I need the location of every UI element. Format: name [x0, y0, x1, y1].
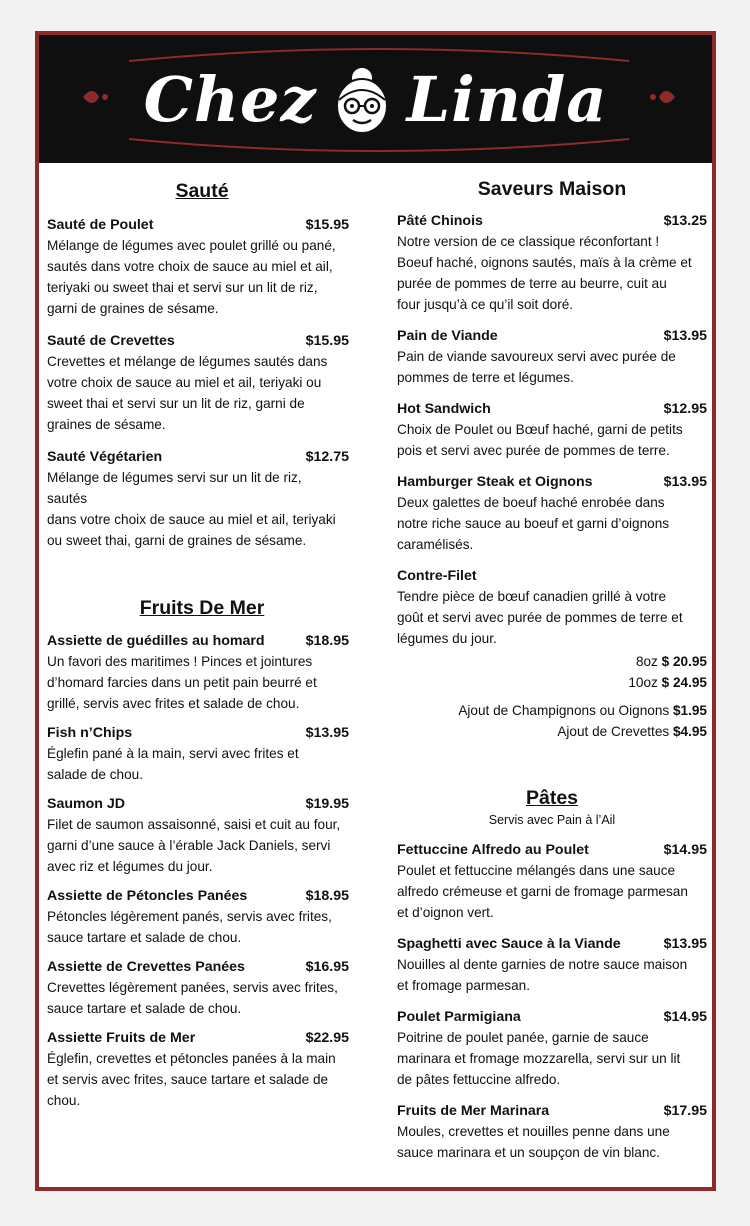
description-line: purée de pommes de terre au beurre, cuit au [397, 276, 667, 291]
description-line: salade de chou. [47, 767, 143, 782]
menu-page [35, 31, 716, 1191]
menu-item-name: Contre-Filet [397, 568, 477, 584]
description-line: pommes de terre et légumes. [397, 370, 574, 385]
description-line: Crevettes et mélange de légumes sautés dans [47, 354, 328, 369]
menu-item-name: Poulet Parmigiana [397, 1009, 521, 1025]
description-line: garni d’une sauce à l’érable Jack Daniels, servi [47, 838, 331, 853]
menu-item-header [47, 331, 357, 351]
menu-item-name: Fruits de Mer Marinara [397, 1103, 550, 1119]
description-line: de pâtes fettuccine alfredo. [397, 1072, 561, 1087]
menu-item-price: $13.25 [663, 213, 707, 229]
menu-item-description [47, 743, 357, 785]
menu-item [47, 331, 357, 435]
size-option: 10oz $ 24.95 [628, 675, 707, 690]
description-line: chou. [47, 1093, 81, 1108]
description-line: sauce marinara et un soupçon de vin blanc. [397, 1145, 660, 1160]
menu-item-header [397, 326, 707, 346]
description-line: Églefin pané à la main, servi avec frites et [47, 746, 299, 761]
menu-item-header [397, 1101, 707, 1121]
menu-item [47, 957, 357, 1019]
description-line: Crevettes légèrement panées, servis avec frites, [47, 980, 338, 995]
menu-item-description [47, 906, 357, 948]
description-line: notre riche sauce au boeuf et garni d’oignons [397, 516, 670, 531]
description-line: graines de sésame. [47, 417, 166, 432]
menu-item-price: $14.95 [663, 842, 707, 858]
menu-item-price: $16.95 [305, 959, 349, 975]
section-title: Fruits De Mer [139, 597, 265, 619]
description-line: sauce tartare et salade de chou. [47, 1001, 242, 1016]
menu-item-name: Sauté de Crevettes [47, 333, 175, 349]
menu-item-description [47, 235, 357, 319]
description-line: Mélange de légumes avec poulet grillé ou pané, [47, 238, 336, 253]
menu-item-name: Pâté Chinois [397, 213, 483, 229]
menu-item-price: $13.95 [305, 725, 349, 741]
menu-item-name: Pain de Viande [397, 328, 498, 344]
description-line: four jusqu’à ce qu’il soit doré. [397, 297, 574, 312]
description-line: et servis avec frites, sauce tartare et salade de [47, 1072, 329, 1087]
menu-item-description [47, 467, 357, 551]
menu-item-name: Sauté Végétarien [47, 449, 163, 465]
menu-item-description [397, 586, 707, 649]
menu-item-header [47, 631, 357, 651]
section-title: Sauté [175, 180, 229, 202]
menu-item [397, 840, 707, 923]
brand-name-left: Chez [143, 62, 317, 136]
description-line: dans votre choix de sauce au miel et ail, teriyaki [47, 512, 336, 527]
description-line: pois et servi avec purée de pommes de terre. [397, 443, 670, 458]
menu-item-name: Spaghetti avec Sauce à la Viande [397, 936, 621, 952]
description-line: Moules, crevettes et nouilles penne dans une [397, 1124, 670, 1139]
description-line: garni de graines de sésame. [47, 301, 219, 316]
menu-item [397, 326, 707, 388]
brand-name-right: Linda [406, 62, 608, 136]
right-column [397, 163, 707, 1160]
description-line: sauce tartare et salade de chou. [47, 930, 242, 945]
description-line: Deux galettes de boeuf haché enrobée dans [397, 495, 665, 510]
menu-item [47, 447, 357, 551]
menu-item-description [397, 1027, 707, 1090]
description-line: Un favori des maritimes ! Pinces et jointures [47, 654, 313, 669]
description-line: caramélisés. [397, 537, 474, 552]
menu-item-name: Fish n’Chips [47, 725, 133, 741]
menu-item-price: $13.95 [663, 936, 707, 952]
menu-item-description [47, 977, 357, 1019]
description-line: votre choix de sauce au miel et ail, teriyaki ou [47, 375, 322, 390]
menu-item-price: $15.95 [305, 333, 349, 349]
menu-item-header [47, 447, 357, 467]
menu-item [397, 211, 707, 315]
menu-item-price: $18.95 [305, 633, 349, 649]
menu-item [397, 472, 707, 555]
addon-option: Ajout de Champignons ou Oignons $1.95 [458, 703, 707, 718]
description-line: alfredo crémeuse et garni de fromage parmesan [397, 884, 688, 899]
menu-item-description [47, 651, 357, 714]
description-line: goût et servi avec purée de pommes de terre et [397, 610, 683, 625]
description-line: sweet thai et servi sur un lit de riz, garni de [47, 396, 305, 411]
menu-item-description [397, 346, 707, 388]
section-saveurs-maison [397, 178, 707, 742]
description-line: Boeuf haché, oignons sautés, maïs à la crème et [397, 255, 692, 270]
description-line: marinara et fromage mozzarella, servi sur un lit [397, 1051, 681, 1066]
addon-option: Ajout de Crevettes $4.95 [557, 724, 707, 739]
menu-item-header [47, 886, 357, 906]
menu-item [47, 215, 357, 319]
menu-item [397, 1101, 707, 1163]
menu-item [397, 1007, 707, 1090]
menu-item-description [47, 814, 357, 877]
menu-item [47, 723, 357, 785]
menu-item-description [47, 1048, 357, 1111]
section-saute [47, 180, 357, 551]
left-column [47, 163, 357, 1108]
menu-item-header [397, 399, 707, 419]
menu-item-price: $12.95 [663, 401, 707, 417]
description-line: Églefin, crevettes et pétoncles panées à la main [47, 1051, 336, 1066]
menu-item-header [397, 211, 707, 231]
menu-item [47, 794, 357, 877]
size-option: 8oz $ 20.95 [635, 654, 707, 669]
menu-item-description [397, 492, 707, 555]
menu-item-name: Fettuccine Alfredo au Poulet [397, 842, 589, 858]
menu-item-header [397, 1007, 707, 1027]
description-line: Filet de saumon assaisonné, saisi et cuit au four, [47, 817, 341, 832]
section-title: Pâtes [525, 787, 579, 809]
menu-item-header [397, 934, 707, 954]
menu-item [47, 886, 357, 948]
menu-item-price: $19.95 [305, 796, 349, 812]
description-line: Tendre pièce de bœuf canadien grillé à votre [397, 589, 667, 604]
menu-item-header [47, 957, 357, 977]
description-line: d’homard farcies dans un petit pain beurré et [47, 675, 317, 690]
menu-item-name: Assiette de Pétoncles Panées [47, 888, 248, 904]
brand-logo [39, 49, 712, 149]
menu-item-description [47, 351, 357, 435]
description-line: Choix de Poulet ou Bœuf haché, garni de petits [397, 422, 683, 437]
description-line: grillé, servis avec frites et salade de chou. [47, 696, 300, 711]
description-line: Pétoncles légèrement panés, servis avec frites, [47, 909, 332, 924]
description-line: Notre version de ce classique réconfortant ! [397, 234, 660, 249]
menu-item-name: Hot Sandwich [397, 401, 491, 417]
section-title: Saveurs Maison [477, 178, 627, 200]
description-line: sautés [47, 491, 88, 506]
menu-item-header [397, 472, 707, 492]
menu-item-price: $13.95 [663, 328, 707, 344]
description-line: teriyaki ou sweet thai et servi sur un lit de riz, [47, 280, 318, 295]
menu-item [397, 566, 707, 649]
section-subtitle: Servis avec Pain à l’Ail [488, 813, 616, 827]
menu-item-name: Assiette de Crevettes Panées [47, 959, 245, 975]
description-line: et fromage parmesan. [397, 978, 530, 993]
description-line: légumes du jour. [397, 631, 497, 646]
menu-item-header [47, 794, 357, 814]
menu-item-name: Assiette de guédilles au homard [47, 633, 265, 649]
menu-item-price: $18.95 [305, 888, 349, 904]
description-line: et d’oignon vert. [397, 905, 494, 920]
menu-item [47, 631, 357, 714]
description-line: Nouilles al dente garnies de notre sauce maison [397, 957, 688, 972]
menu-item [397, 934, 707, 996]
menu-item-description [397, 231, 707, 315]
description-line: Mélange de légumes servi sur un lit de riz, [47, 470, 302, 485]
description-line: ou sweet thai, garni de graines de sésame. [47, 533, 307, 548]
section-pates [397, 787, 707, 1163]
menu-item-description [397, 954, 707, 996]
menu-item-header [47, 723, 357, 743]
description-line: Poitrine de poulet panée, garnie de sauce [397, 1030, 649, 1045]
section-fruits-de-mer [47, 597, 357, 1111]
description-line: Pain de viande savoureux servi avec purée de [397, 349, 676, 364]
menu-item-name: Sauté de Poulet [47, 217, 154, 233]
menu-item-description [397, 419, 707, 461]
addon-options [397, 700, 707, 742]
menu-item-header [47, 1028, 357, 1048]
menu-item-price: $13.95 [663, 474, 707, 490]
menu-item [397, 399, 707, 461]
menu-item [47, 1028, 357, 1111]
menu-item-name: Assiette Fruits de Mer [47, 1030, 196, 1046]
menu-item-header [47, 215, 357, 235]
menu-item-header [397, 566, 707, 586]
menu-item-description [397, 860, 707, 923]
menu-item-price: $22.95 [305, 1030, 349, 1046]
menu-item-name: Hamburger Steak et Oignons [397, 474, 593, 490]
grandma-face-icon [331, 62, 393, 136]
header-banner [39, 35, 712, 163]
menu-item-name: Saumon JD [47, 796, 126, 812]
menu-item-description [397, 1121, 707, 1163]
menu-item-price: $17.95 [663, 1103, 707, 1119]
menu-item-header [397, 840, 707, 860]
description-line: avec riz et légumes du jour. [47, 859, 213, 874]
description-line: sautés dans votre choix de sauce au miel et ail, [47, 259, 333, 274]
menu-item-price: $15.95 [305, 217, 349, 233]
description-line: Poulet et fettuccine mélangés dans une sauce [397, 863, 676, 878]
size-options [397, 651, 707, 693]
menu-item-price: $14.95 [663, 1009, 707, 1025]
menu-item-price: $12.75 [305, 449, 349, 465]
